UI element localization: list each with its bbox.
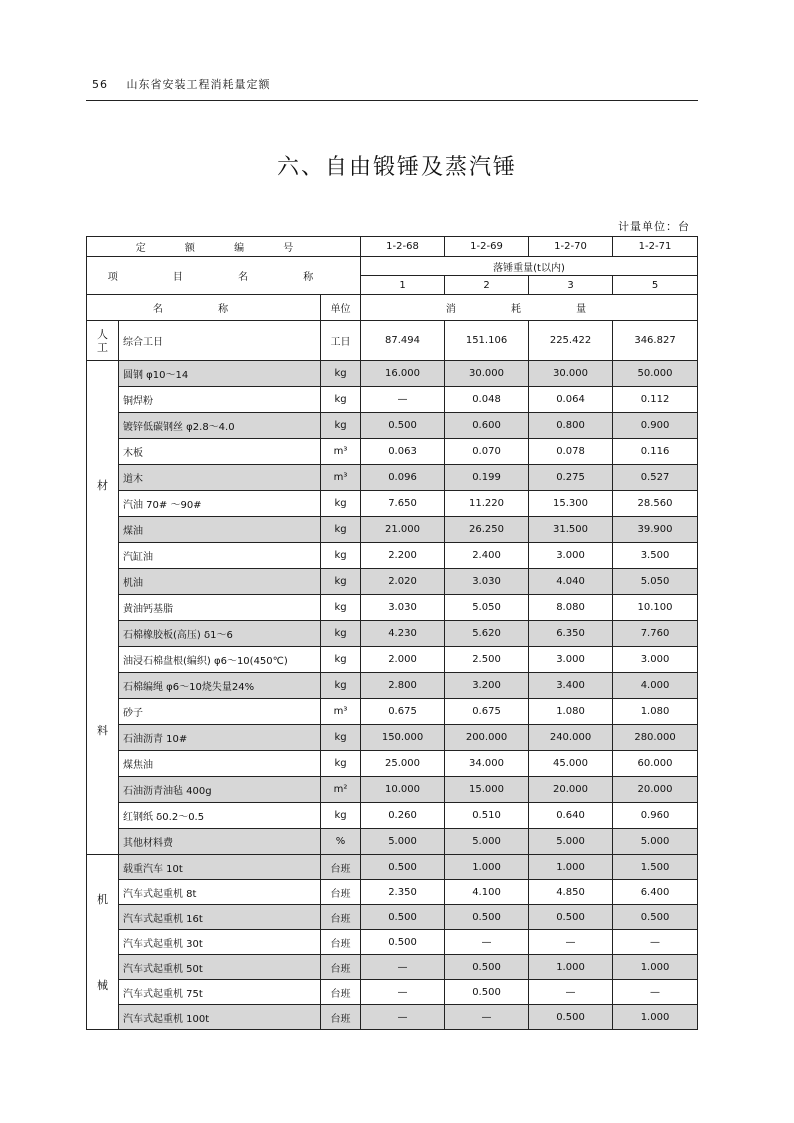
- item-name: 石棉编绳 φ6～10烧失量24%: [119, 673, 321, 699]
- consumption-value: 1.500: [613, 855, 698, 880]
- quota-number-label: 定 额 编 号: [87, 237, 361, 257]
- item-name: 石棉橡胶板(高压) δ1～6: [119, 621, 321, 647]
- item-unit: m³: [321, 699, 361, 725]
- consumption-value: 4.850: [529, 880, 613, 905]
- machinery-row: [87, 1005, 698, 1030]
- unit-header: 单位: [321, 295, 361, 321]
- consumption-value: 15.300: [529, 491, 613, 517]
- item-name: 铜焊粉: [119, 387, 321, 413]
- consumption-value: 10.000: [361, 777, 445, 803]
- consumption-value: 3.200: [445, 673, 529, 699]
- machinery-row: [87, 980, 698, 1005]
- measurement-unit: 计量单位：台: [618, 220, 690, 233]
- item-name: 载重汽车 10t: [119, 855, 321, 880]
- consumption-value: 151.106: [445, 321, 529, 361]
- consumption-value: —: [361, 955, 445, 980]
- item-name: 油浸石棉盘根(编织) φ6～10(450℃): [119, 647, 321, 673]
- consumption-value: 5.000: [445, 829, 529, 855]
- machinery-category: [87, 855, 119, 1030]
- consumption-value: 0.500: [445, 905, 529, 930]
- group-row: [87, 257, 698, 276]
- category-label: 械: [97, 978, 108, 992]
- consumption-value: 5.050: [445, 595, 529, 621]
- item-name: 汽车式起重机 50t: [119, 955, 321, 980]
- consumption-value: —: [529, 980, 613, 1005]
- consumption-value: 1.000: [613, 955, 698, 980]
- item-unit: 台班: [321, 905, 361, 930]
- consumption-value: 200.000: [445, 725, 529, 751]
- item-name: 综合工日: [119, 321, 321, 361]
- consumption-value: 0.600: [445, 413, 529, 439]
- category-label: 材: [97, 479, 108, 492]
- consumption-value: 30.000: [529, 361, 613, 387]
- quota-number: 1-2-71: [613, 237, 698, 257]
- consumption-value: 16.000: [361, 361, 445, 387]
- size-value: 2: [445, 276, 529, 295]
- consumption-value: 2.000: [361, 647, 445, 673]
- item-unit: kg: [321, 361, 361, 387]
- consumption-value: 0.500: [361, 855, 445, 880]
- materials-row: [87, 543, 698, 569]
- item-unit: m³: [321, 439, 361, 465]
- consumption-value: 5.000: [613, 829, 698, 855]
- materials-row: [87, 517, 698, 543]
- consumption-value: 4.230: [361, 621, 445, 647]
- consumption-value: 0.500: [529, 905, 613, 930]
- item-name-label: 项 目 名 称: [87, 257, 361, 295]
- consumption-value: 3.500: [613, 543, 698, 569]
- item-unit: kg: [321, 491, 361, 517]
- consumption-value: 1.000: [445, 855, 529, 880]
- consumption-value: 0.112: [613, 387, 698, 413]
- consumption-value: 7.650: [361, 491, 445, 517]
- materials-row: [87, 387, 698, 413]
- consumption-value: 2.500: [445, 647, 529, 673]
- item-unit: %: [321, 829, 361, 855]
- consumption-value: 87.494: [361, 321, 445, 361]
- item-name: 石油沥青油毡 400g: [119, 777, 321, 803]
- consumption-value: 20.000: [613, 777, 698, 803]
- item-unit: 工日: [321, 321, 361, 361]
- quota-number-row: [87, 237, 698, 257]
- item-name: 汽车式起重机 100t: [119, 1005, 321, 1030]
- consumption-value: 0.510: [445, 803, 529, 829]
- consumption-value: 280.000: [613, 725, 698, 751]
- item-unit: kg: [321, 517, 361, 543]
- item-unit: kg: [321, 543, 361, 569]
- item-unit: kg: [321, 647, 361, 673]
- consumption-value: 4.040: [529, 569, 613, 595]
- consumption-value: 4.000: [613, 673, 698, 699]
- machinery-row: [87, 955, 698, 980]
- category-label: 料: [97, 724, 108, 737]
- item-name: 木板: [119, 439, 321, 465]
- consumption-value: —: [361, 980, 445, 1005]
- consumption-value: 2.400: [445, 543, 529, 569]
- consumption-value: 60.000: [613, 751, 698, 777]
- consumption-value: 5.000: [361, 829, 445, 855]
- machinery-row: [87, 880, 698, 905]
- consumption-value: 0.640: [529, 803, 613, 829]
- consumption-value: 34.000: [445, 751, 529, 777]
- consumption-value: 0.800: [529, 413, 613, 439]
- item-name: 圆钢 φ10～14: [119, 361, 321, 387]
- consumption-value: 50.000: [613, 361, 698, 387]
- item-unit: 台班: [321, 930, 361, 955]
- consumption-value: 0.070: [445, 439, 529, 465]
- consumption-value: —: [361, 387, 445, 413]
- materials-category: [87, 361, 119, 855]
- materials-row: [87, 803, 698, 829]
- consumption-value: 0.260: [361, 803, 445, 829]
- consumption-value: 0.500: [445, 980, 529, 1005]
- consumption-value: 0.675: [445, 699, 529, 725]
- consumption-value: 0.078: [529, 439, 613, 465]
- materials-row: [87, 621, 698, 647]
- item-name: 镀锌低碳钢丝 φ2.8～4.0: [119, 413, 321, 439]
- consumption-value: 0.900: [613, 413, 698, 439]
- consumption-value: —: [613, 930, 698, 955]
- materials-row: [87, 777, 698, 803]
- machinery-row: [87, 930, 698, 955]
- consumption-value: 240.000: [529, 725, 613, 751]
- quota-number: 1-2-68: [361, 237, 445, 257]
- consumption-value: 6.400: [613, 880, 698, 905]
- labor-row: [87, 321, 698, 361]
- item-unit: kg: [321, 803, 361, 829]
- item-name: 机油: [119, 569, 321, 595]
- consumption-value: 15.000: [445, 777, 529, 803]
- page-title: 六、自由锻锤及蒸汽锤: [276, 155, 517, 180]
- consumption-value: —: [529, 930, 613, 955]
- item-unit: kg: [321, 751, 361, 777]
- item-unit: kg: [321, 569, 361, 595]
- item-name: 黄油钙基脂: [119, 595, 321, 621]
- consumption-value: 0.199: [445, 465, 529, 491]
- consumption-value: 45.000: [529, 751, 613, 777]
- consumption-value: 28.560: [613, 491, 698, 517]
- materials-row: [87, 725, 698, 751]
- category-label: 机: [97, 893, 108, 907]
- item-unit: kg: [321, 387, 361, 413]
- consumption-value: 0.116: [613, 439, 698, 465]
- consumption-value: 0.063: [361, 439, 445, 465]
- consumption-value: 0.675: [361, 699, 445, 725]
- materials-row: [87, 361, 698, 387]
- item-name: 石油沥青 10#: [119, 725, 321, 751]
- size-value: 3: [529, 276, 613, 295]
- consumption-value: 0.527: [613, 465, 698, 491]
- item-name: 汽车式起重机 75t: [119, 980, 321, 1005]
- item-unit: kg: [321, 673, 361, 699]
- materials-row: [87, 647, 698, 673]
- consumption-header: 消 耗 量: [361, 295, 698, 321]
- consumption-value: 26.250: [445, 517, 529, 543]
- consumption-value: 3.030: [361, 595, 445, 621]
- consumption-value: 5.050: [613, 569, 698, 595]
- item-name: 汽油 70# ～90#: [119, 491, 321, 517]
- item-unit: kg: [321, 621, 361, 647]
- consumption-value: —: [361, 1005, 445, 1030]
- consumption-value: —: [445, 930, 529, 955]
- consumption-value: 5.620: [445, 621, 529, 647]
- item-name: 汽车式起重机 16t: [119, 905, 321, 930]
- consumption-value: 5.000: [529, 829, 613, 855]
- consumption-value: 0.500: [445, 955, 529, 980]
- consumption-value: 0.096: [361, 465, 445, 491]
- consumption-value: 8.080: [529, 595, 613, 621]
- category-label: 人工: [97, 327, 108, 354]
- consumption-value: 0.500: [361, 905, 445, 930]
- consumption-value: 0.064: [529, 387, 613, 413]
- labor-category: [87, 321, 119, 361]
- consumption-value: 6.350: [529, 621, 613, 647]
- machinery-row: [87, 855, 698, 880]
- name-header: 名 称: [87, 295, 321, 321]
- item-unit: kg: [321, 595, 361, 621]
- materials-row: [87, 465, 698, 491]
- header-rule: [86, 100, 698, 101]
- consumption-value: 4.100: [445, 880, 529, 905]
- machinery-row: [87, 905, 698, 930]
- item-unit: kg: [321, 725, 361, 751]
- column-header-row: [87, 295, 698, 321]
- consumption-value: 0.500: [613, 905, 698, 930]
- item-unit: 台班: [321, 880, 361, 905]
- item-unit: 台班: [321, 855, 361, 880]
- quota-number: 1-2-69: [445, 237, 529, 257]
- materials-row: [87, 491, 698, 517]
- item-unit: 台班: [321, 980, 361, 1005]
- materials-row: [87, 439, 698, 465]
- consumption-value: 2.020: [361, 569, 445, 595]
- materials-row: [87, 595, 698, 621]
- consumption-value: 2.200: [361, 543, 445, 569]
- item-unit: kg: [321, 413, 361, 439]
- hammer-weight-label: 落锤重量(t以内): [361, 257, 698, 276]
- materials-row: [87, 751, 698, 777]
- page-header: [92, 76, 271, 92]
- consumption-value: 0.500: [361, 413, 445, 439]
- materials-row: [87, 673, 698, 699]
- consumption-value: 3.000: [529, 647, 613, 673]
- consumption-value: 0.960: [613, 803, 698, 829]
- consumption-value: 3.400: [529, 673, 613, 699]
- size-value: 1: [361, 276, 445, 295]
- consumption-value: 2.350: [361, 880, 445, 905]
- consumption-value: 3.000: [613, 647, 698, 673]
- consumption-value: 3.030: [445, 569, 529, 595]
- consumption-value: 2.800: [361, 673, 445, 699]
- consumption-value: 0.500: [529, 1005, 613, 1030]
- consumption-value: 150.000: [361, 725, 445, 751]
- consumption-value: 25.000: [361, 751, 445, 777]
- consumption-value: 0.500: [361, 930, 445, 955]
- item-name: 道木: [119, 465, 321, 491]
- item-unit: 台班: [321, 1005, 361, 1030]
- consumption-value: 20.000: [529, 777, 613, 803]
- consumption-value: 30.000: [445, 361, 529, 387]
- consumption-value: 10.100: [613, 595, 698, 621]
- consumption-value: —: [613, 980, 698, 1005]
- consumption-value: 7.760: [613, 621, 698, 647]
- consumption-value: 1.000: [529, 855, 613, 880]
- materials-row: [87, 569, 698, 595]
- materials-row: [87, 829, 698, 855]
- consumption-value: 346.827: [613, 321, 698, 361]
- item-unit: m²: [321, 777, 361, 803]
- item-name: 砂子: [119, 699, 321, 725]
- consumption-table: [86, 236, 698, 1030]
- item-name: 汽车式起重机 8t: [119, 880, 321, 905]
- consumption-value: 39.900: [613, 517, 698, 543]
- item-name: 煤油: [119, 517, 321, 543]
- item-name: 煤焦油: [119, 751, 321, 777]
- consumption-value: 1.000: [529, 955, 613, 980]
- materials-row: [87, 413, 698, 439]
- consumption-value: 1.000: [613, 1005, 698, 1030]
- consumption-value: 225.422: [529, 321, 613, 361]
- consumption-value: 0.275: [529, 465, 613, 491]
- size-value: 5: [613, 276, 698, 295]
- consumption-value: 3.000: [529, 543, 613, 569]
- item-unit: 台班: [321, 955, 361, 980]
- consumption-value: 21.000: [361, 517, 445, 543]
- quota-number: 1-2-70: [529, 237, 613, 257]
- book-title: 山东省安装工程消耗量定额: [126, 78, 271, 91]
- item-name: 汽车式起重机 30t: [119, 930, 321, 955]
- consumption-value: —: [445, 1005, 529, 1030]
- page-number: 56: [92, 78, 108, 91]
- item-unit: m³: [321, 465, 361, 491]
- consumption-value: 31.500: [529, 517, 613, 543]
- consumption-value: 1.080: [613, 699, 698, 725]
- item-name: 汽缸油: [119, 543, 321, 569]
- consumption-value: 11.220: [445, 491, 529, 517]
- consumption-value: 1.080: [529, 699, 613, 725]
- consumption-value: 0.048: [445, 387, 529, 413]
- item-name: 其他材料费: [119, 829, 321, 855]
- materials-row: [87, 699, 698, 725]
- item-name: 红钢纸 δ0.2～0.5: [119, 803, 321, 829]
